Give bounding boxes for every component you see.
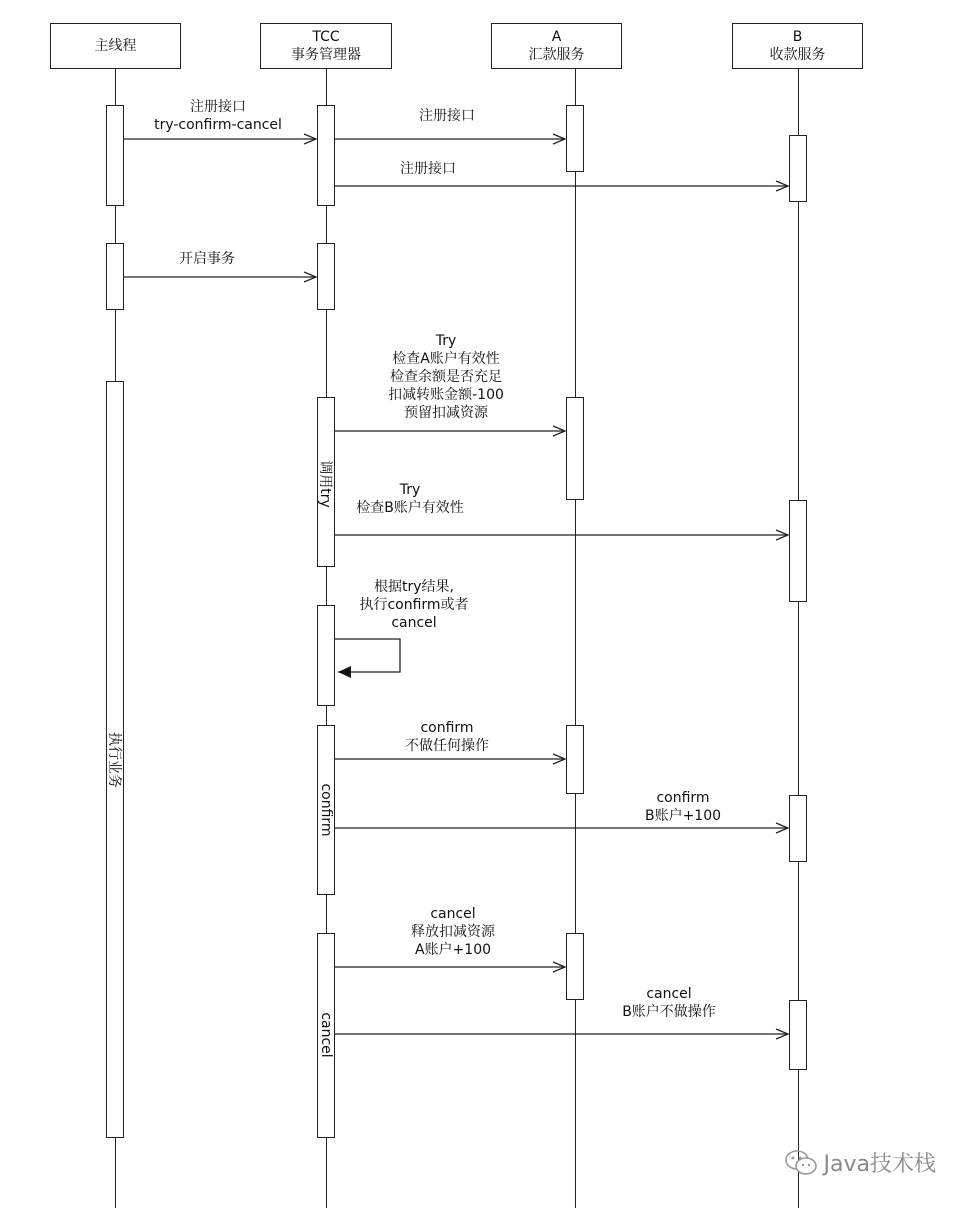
msg-register-b — [400, 160, 456, 178]
text-line: 执行confirm或者 — [359, 597, 469, 613]
msg-cancel-a — [411, 905, 495, 959]
label-execute-business: 执行业务 — [106, 732, 122, 788]
msg-register-main — [154, 98, 282, 134]
text-line: cancel — [646, 986, 692, 1002]
text-line: 注册接口 — [419, 108, 475, 124]
text-line: A账户+100 — [414, 942, 492, 958]
msg-confirm-b — [645, 789, 721, 825]
text-line: 不做任何操作 — [405, 738, 489, 754]
text-line: 主线程 — [94, 38, 137, 54]
text-line: 开启事务 — [179, 251, 235, 267]
msg-try-a — [388, 332, 504, 422]
text-line: 检查B账户有效性 — [356, 500, 464, 516]
msg-begin-tx — [179, 250, 235, 268]
label-tcc-confirm: confirm — [318, 783, 334, 837]
text-line: 根据try结果, — [374, 579, 454, 595]
text-line: 检查余额是否充足 — [390, 369, 502, 385]
text-line: try-confirm-cancel — [154, 117, 282, 133]
text-line: 汇款服务 — [528, 47, 585, 63]
msg-try-b — [356, 481, 464, 517]
text-line: cancel — [430, 906, 476, 922]
text-line: 释放扣减资源 — [411, 924, 495, 940]
text-line: 预留扣减资源 — [404, 405, 488, 421]
text-line: B — [792, 29, 803, 45]
text-line: 检查A账户有效性 — [392, 351, 500, 367]
text-line: confirm — [656, 790, 710, 806]
watermark — [784, 1147, 936, 1178]
watermark-text: Java技术栈 — [823, 1152, 936, 1177]
text-line: Try — [399, 482, 421, 498]
text-line: Try — [435, 333, 457, 349]
msg-confirm-a — [405, 719, 489, 755]
arrow-self-decide — [335, 639, 400, 672]
msg-self-decide — [359, 578, 468, 632]
label-tcc-cancel: cancel — [318, 1012, 334, 1058]
text-line: cancel — [391, 615, 437, 631]
text-line: 注册接口 — [400, 161, 456, 177]
msg-cancel-b — [622, 985, 716, 1021]
msg-register-a — [419, 107, 475, 125]
text-line: confirm — [420, 720, 474, 736]
label-call-try: 调用try — [317, 460, 333, 508]
text-line: A — [551, 29, 562, 45]
text-line: 扣减转账金额-100 — [388, 387, 504, 403]
text-line: B账户+100 — [644, 808, 722, 824]
text-line: B账户不做操作 — [622, 1004, 716, 1020]
text-line: 注册接口 — [190, 99, 246, 115]
text-line: 事务管理器 — [291, 47, 361, 63]
text-line: TCC — [312, 29, 340, 45]
wechat-icon — [784, 1149, 818, 1177]
text-line: 收款服务 — [769, 47, 826, 63]
